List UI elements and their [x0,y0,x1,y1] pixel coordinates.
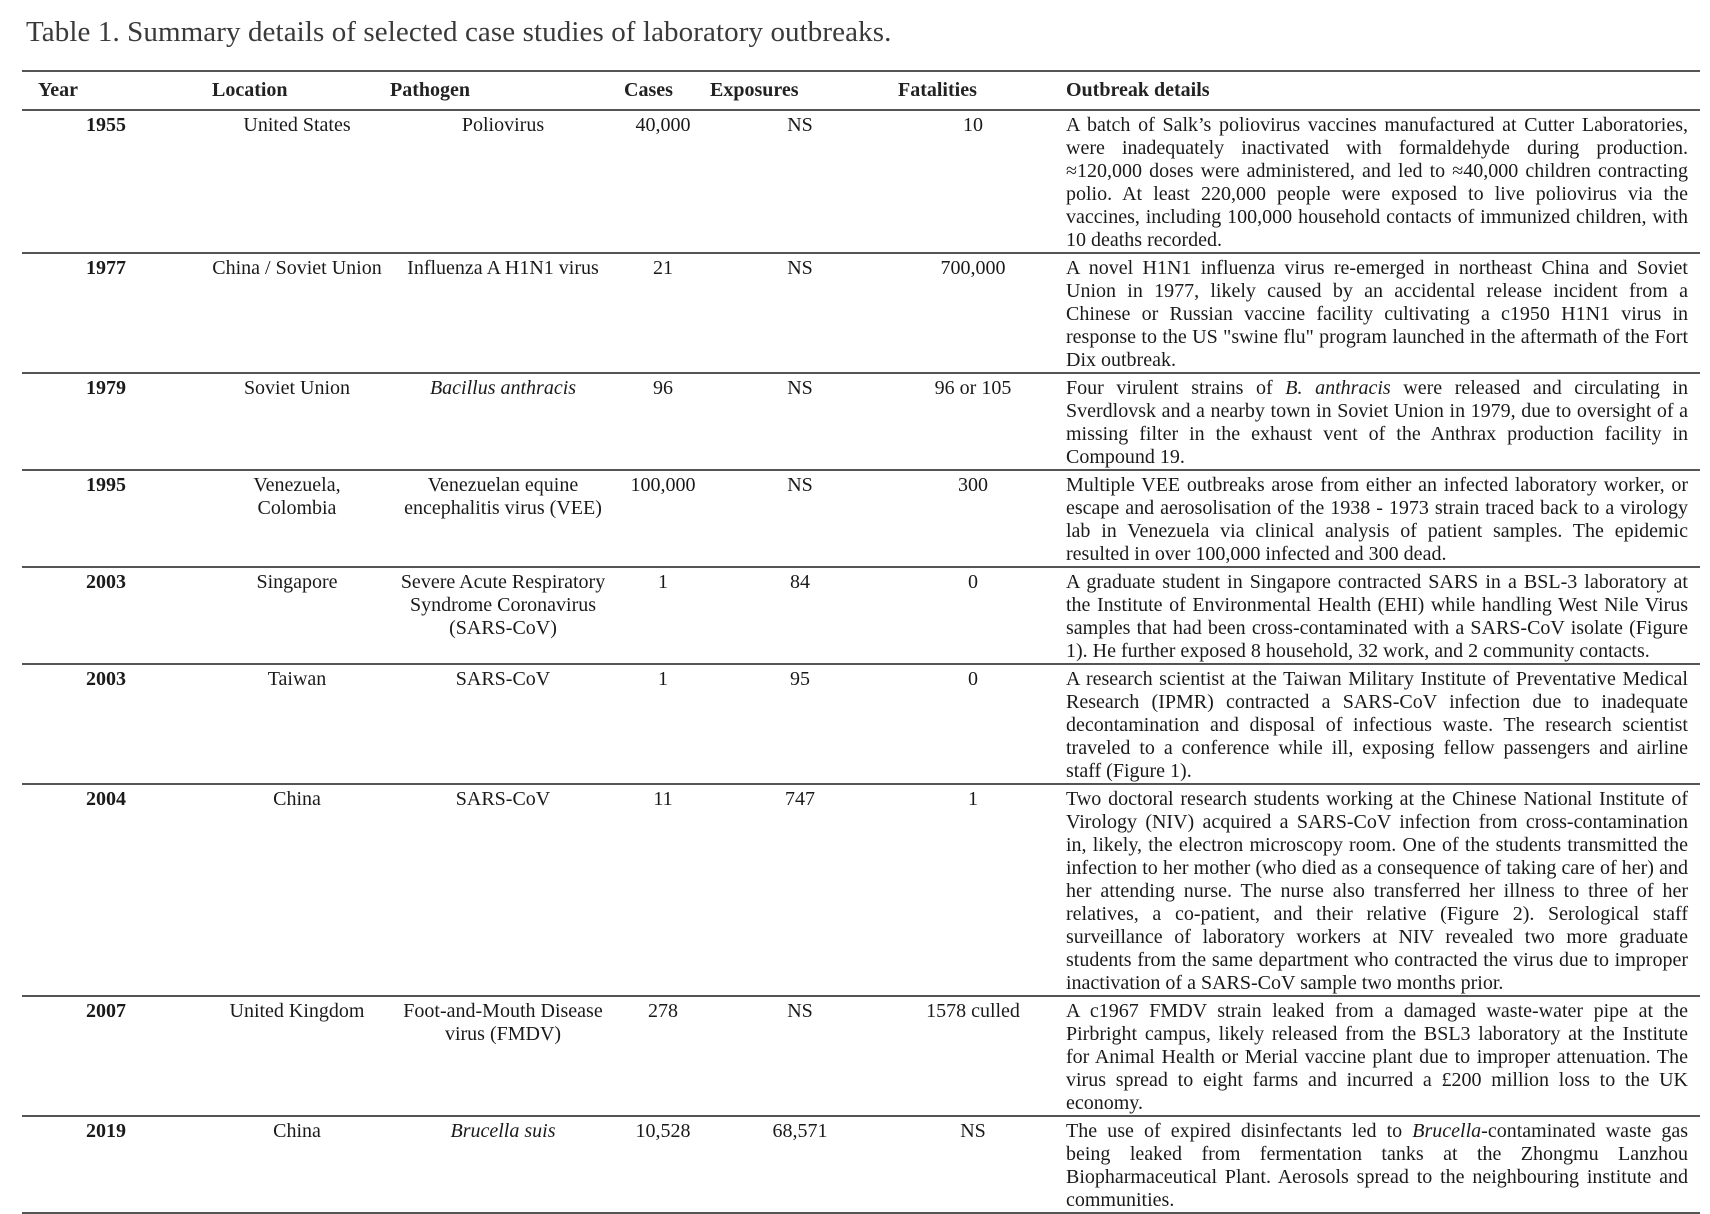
cell-location: China / Soviet Union [212,257,382,279]
cell-pathogen: Poliovirus [461,114,545,136]
header-location: Location [212,79,288,101]
cell-pathogen: Venezuelan equine encephalitis virus (VEE) [404,474,602,519]
cell-exposures: NS [787,1000,813,1022]
cell-cases: 10,528 [635,1120,691,1142]
outbreak-table [22,70,1700,1214]
cell-exposures: 84 [790,571,810,593]
cell-location: United States [243,114,351,136]
cell-cases: 278 [648,1000,678,1022]
cell-exposures: NS [787,474,813,496]
cell-cases: 40,000 [635,114,691,136]
cell-fatalities: 700,000 [940,257,1006,279]
cell-year: 1979 [86,377,126,399]
cell-cases: 96 [653,377,673,399]
header-exposures: Exposures [710,79,799,101]
cell-year: 2004 [86,788,126,810]
table-caption: Table 1. Summary details of selected case studies of laboratory outbreaks. [26,16,892,48]
cell-pathogen: Influenza A H1N1 virus [407,257,599,279]
cell-details [1052,373,1700,470]
cell-details: Multiple VEE outbreaks arose from either an infected laboratory worker, or escape and aerosolisation of the 1938 - 1973 strain traced back to a virology lab in Venezuela via clinical analysis of patient samples. The epidemic resulted in over 100,000 infected and 300 dead. [1066,474,1688,565]
header-fatalities: Fatalities [898,79,977,101]
details-text: The use of expired disinfectants led to [1066,1120,1413,1142]
cell-year: 2003 [86,571,126,593]
cell-fatalities: 1 [968,788,978,810]
cell-fatalities: 0 [968,668,978,690]
table-header-row [22,71,1700,110]
table-row [22,253,1700,373]
details-text: -contaminated waste gas being leaked from fermentation tanks at the Zhongmu Lanzhou Biopharmaceutical Plant. Aerosols spread to the neighbouring institute and communities. [1066,1120,1688,1211]
table-row [22,567,1700,664]
cell-exposures: 68,571 [772,1120,828,1142]
cell-details: A graduate student in Singapore contracted SARS in a BSL-3 laboratory at the Institute of Environmental Health (EHI) while handling West Nile Virus samples that had been cross-contaminated with a SARS-CoV isolate (Figure 1). He further exposed 8 household, 32 work, and 2 community contacts. [1066,571,1688,662]
table-row [22,664,1700,784]
cell-cases: 1 [658,571,668,593]
cell-location: United Kingdom [229,1000,365,1022]
table-row [22,1116,1700,1213]
cell-fatalities: 300 [958,474,988,496]
cell-location: Venezuela, Colombia [253,474,341,519]
cell-pathogen: Foot-and-Mouth Disease virus (FMDV) [403,1000,603,1045]
cell-fatalities: 1578 culled [926,1000,1020,1022]
cell-location: Taiwan [267,668,327,690]
cell-year: 2019 [86,1120,126,1142]
cell-year: 1955 [86,114,126,136]
table-row [22,996,1700,1116]
cell-fatalities: 10 [963,114,983,136]
cell-fatalities: NS [960,1120,986,1142]
cell-pathogen: Severe Acute Respiratory Syndrome Coronavirus (SARS-CoV) [400,571,606,639]
cell-pathogen: SARS-CoV [455,788,551,810]
cell-exposures: 95 [790,668,810,690]
cell-year: 1995 [86,474,126,496]
cell-pathogen: SARS-CoV [455,668,551,690]
cell-location: Singapore [256,571,338,593]
cell-fatalities: 0 [968,571,978,593]
cell-fatalities: 96 or 105 [934,377,1012,399]
cell-details: A c1967 FMDV strain leaked from a damaged waste-water pipe at the Pirbright campus, likely released from the BSL3 laboratory at the Institute for Animal Health or Merial vaccine plant due to improper attenuation. The virus spread to eight farms and incurred a £200 million loss to the UK economy. [1066,1000,1688,1114]
cell-year: 2003 [86,668,126,690]
table-row [22,784,1700,996]
table-row [22,110,1700,253]
cell-exposures: NS [787,114,813,136]
cell-details: A novel H1N1 influenza virus re-emerged in northeast China and Soviet Union in 1977, likely caused by an accidental release incident from a Chinese or Russian vaccine facility cultivating a c1950 H1N1 virus in response to the US "swine flu" program launched in the aftermath of the Fort Dix outbreak. [1066,257,1688,371]
details-text: were released and circulating in Sverdlovsk and a nearby town in Soviet Union in 1979, due to oversight of a missing filter in the exhaust vent of the Anthrax production facility in Compound 19. [1066,377,1688,468]
header-year: Year [38,79,78,101]
cell-details: Two doctoral research students working at the Chinese National Institute of Virology (NIV) acquired a SARS-CoV infection from cross-contamination in, likely, the electron microscopy room. One of the students transmitted the infection to her mother (who died as a consequence of taking care of her) and her attending nurse. The nurse also transferred her illness to three of her relatives, a co-patient, and their relative (Figure 2). Serological staff surveillance of laboratory workers at NIV revealed two more graduate students from the same department who contracted the virus due to improper inactivation of a SARS-CoV sample two months prior. [1066,788,1688,994]
cell-cases: 11 [653,788,673,810]
header-cases: Cases [624,79,673,101]
details-text: Four virulent strains of [1066,377,1286,399]
cell-exposures: 747 [785,788,815,810]
cell-details: A research scientist at the Taiwan Military Institute of Preventative Medical Research (IPMR) contracted a SARS-CoV infection due to inadequate decontamination and disposal of infectious waste. The research scientist traveled to a conference while ill, exposing fellow passengers and airline staff (Figure 1). [1066,668,1688,782]
cell-cases: 1 [658,668,668,690]
cell-location: China [273,1120,321,1142]
header-details: Outbreak details [1066,79,1210,101]
table-row [22,373,1700,470]
details-italic-text: B. anthracis [1285,377,1391,399]
cell-location: China [273,788,321,810]
cell-exposures: NS [787,257,813,279]
cell-exposures: NS [787,377,813,399]
cell-cases: 100,000 [630,474,696,496]
cell-details [1052,1116,1700,1213]
cell-year: 2007 [86,1000,126,1022]
cell-year: 1977 [86,257,126,279]
table-row [22,470,1700,567]
header-pathogen: Pathogen [390,79,470,101]
cell-pathogen: Bacillus anthracis [429,377,577,399]
cell-details: A batch of Salk’s poliovirus vaccines manufactured at Cutter Laboratories, were inadequately inactivated with formaldehyde during production. ≈120,000 doses were administered, and led to ≈40,000 children contracting polio. At least 220,000 people were exposed to live poliovirus via the vaccines, including 100,000 household contacts of immunized children, with 10 deaths recorded. [1066,114,1688,251]
cell-cases: 21 [653,257,673,279]
details-italic-text: Brucella [1412,1120,1482,1142]
cell-pathogen: Brucella suis [450,1120,556,1142]
cell-location: Soviet Union [243,377,351,399]
